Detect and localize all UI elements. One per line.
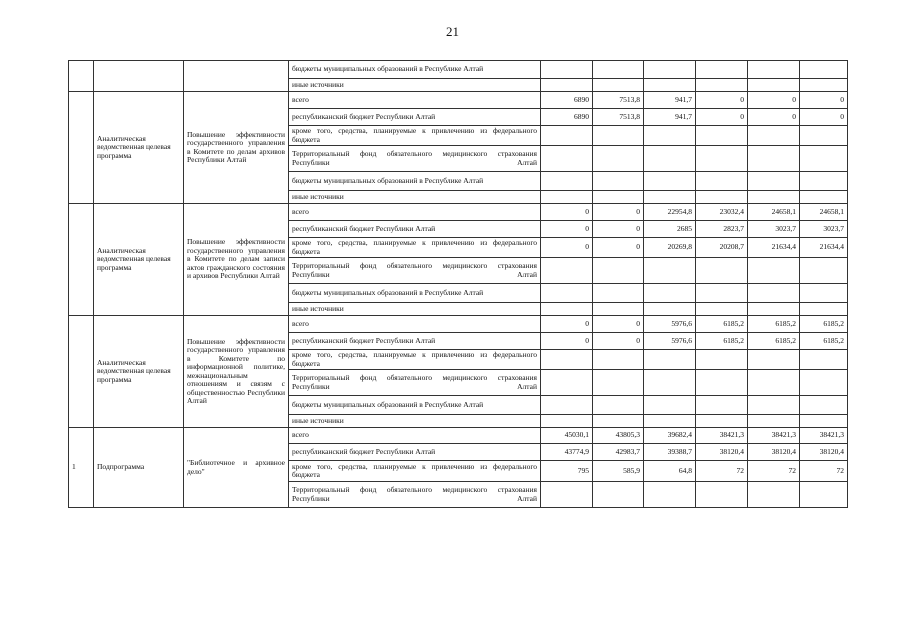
value-cell: 0 [541,316,593,333]
value-cell: 0 [593,238,644,258]
value-cell [593,350,644,370]
funding-source-cell: всего [289,204,541,221]
value-cell: 21634,4 [748,238,800,258]
value-cell: 0 [593,316,644,333]
value-cell [593,303,644,316]
funding-source-cell: кроме того, средства, планируемые к привлечению из федерального бюджета [289,238,541,258]
value-cell [748,79,800,92]
value-cell [800,350,848,370]
funding-source-cell: Территориальный фонд обязательного медицинского страхования Республики Алтай [289,146,541,172]
value-cell [748,350,800,370]
funding-source-cell: Территориальный фонд обязательного медицинского страхования Республики Алтай [289,370,541,396]
continuation-cell [94,61,184,92]
program-index-cell [69,316,94,428]
value-cell: 21634,4 [800,238,848,258]
value-cell [644,191,696,204]
funding-source-cell: бюджеты муниципальных образований в Республике Алтай [289,284,541,303]
value-cell [644,415,696,428]
value-cell: 7513,8 [593,109,644,126]
value-cell: 0 [593,204,644,221]
program-name-cell: Повышение эффективности государственного управления в Комитете по делам записи актов гражданского состояния и архивов Республики Алтай [184,204,289,316]
program-index-cell [69,204,94,316]
value-cell [541,191,593,204]
value-cell: 2823,7 [696,221,748,238]
value-cell [748,370,800,396]
value-cell [541,79,593,92]
value-cell [800,61,848,79]
funding-source-cell: республиканский бюджет Республики Алтай [289,109,541,126]
value-cell [541,303,593,316]
value-cell [748,61,800,79]
value-cell [593,284,644,303]
value-cell [593,482,644,508]
value-cell [800,396,848,415]
value-cell [541,415,593,428]
value-cell: 6185,2 [800,316,848,333]
value-cell [541,370,593,396]
value-cell [696,61,748,79]
page-number: 21 [446,24,459,39]
value-cell [696,284,748,303]
value-cell: 38120,4 [800,444,848,461]
value-cell [541,482,593,508]
value-cell: 795 [541,461,593,482]
value-cell: 0 [541,333,593,350]
value-cell [696,258,748,284]
value-cell [644,303,696,316]
value-cell [644,396,696,415]
value-cell [748,303,800,316]
value-cell [644,350,696,370]
value-cell [541,258,593,284]
value-cell [593,370,644,396]
funding-source-cell: всего [289,92,541,109]
value-cell: 3023,7 [748,221,800,238]
program-kind-cell: Подпрограмма [94,428,184,508]
value-cell [541,396,593,415]
funding-source-cell: кроме того, средства, планируемые к привлечению из федерального бюджета [289,461,541,482]
value-cell [748,284,800,303]
continuation-cell [69,61,94,92]
funding-source-cell: иные источники [289,415,541,428]
value-cell [593,191,644,204]
value-cell [748,482,800,508]
program-name-cell: "Библиотечное и архивное дело" [184,428,289,508]
value-cell: 2685 [644,221,696,238]
value-cell: 0 [541,238,593,258]
value-cell: 72 [748,461,800,482]
value-cell [800,172,848,191]
value-cell [593,172,644,191]
value-cell: 0 [748,92,800,109]
value-cell [541,350,593,370]
funding-source-cell: Территориальный фонд обязательного медицинского страхования Республики Алтай [289,258,541,284]
table-row [69,61,848,79]
value-cell: 941,7 [644,92,696,109]
value-cell: 72 [696,461,748,482]
value-cell: 7513,8 [593,92,644,109]
value-cell [696,126,748,146]
value-cell [696,191,748,204]
budget-table [68,60,848,508]
value-cell [748,258,800,284]
value-cell [696,350,748,370]
value-cell: 39682,4 [644,428,696,444]
value-cell: 38421,3 [748,428,800,444]
value-cell [696,396,748,415]
value-cell: 20208,7 [696,238,748,258]
value-cell: 38421,3 [800,428,848,444]
value-cell: 0 [541,221,593,238]
value-cell: 0 [696,92,748,109]
value-cell [748,396,800,415]
value-cell [644,258,696,284]
value-cell: 0 [800,92,848,109]
table-row [69,92,848,109]
value-cell [748,172,800,191]
value-cell: 43805,3 [593,428,644,444]
value-cell [593,61,644,79]
value-cell [800,415,848,428]
value-cell [541,284,593,303]
value-cell: 0 [748,109,800,126]
value-cell [593,258,644,284]
value-cell [748,126,800,146]
value-cell [800,79,848,92]
value-cell: 0 [541,204,593,221]
value-cell: 38421,3 [696,428,748,444]
value-cell: 39388,7 [644,444,696,461]
value-cell [644,370,696,396]
funding-source-cell: бюджеты муниципальных образований в Республике Алтай [289,61,541,79]
value-cell [800,191,848,204]
value-cell: 0 [800,109,848,126]
value-cell: 45030,1 [541,428,593,444]
funding-source-cell: всего [289,428,541,444]
value-cell [800,258,848,284]
value-cell [541,126,593,146]
table-row [69,316,848,333]
table-row [69,428,848,444]
funding-source-cell: Территориальный фонд обязательного медицинского страхования Республики Алтай [289,482,541,508]
value-cell: 43774,9 [541,444,593,461]
value-cell: 6890 [541,109,593,126]
funding-source-cell: иные источники [289,79,541,92]
value-cell [800,146,848,172]
value-cell: 22954,8 [644,204,696,221]
funding-source-cell: республиканский бюджет Республики Алтай [289,444,541,461]
value-cell: 6185,2 [696,316,748,333]
program-name-cell: Повышение эффективности государственного управления в Комитете по делам архивов Республики Алтай [184,92,289,204]
funding-source-cell: кроме того, средства, планируемые к привлечению из федерального бюджета [289,126,541,146]
value-cell [696,415,748,428]
value-cell [696,79,748,92]
value-cell [644,284,696,303]
value-cell: 64,8 [644,461,696,482]
value-cell [541,146,593,172]
value-cell [800,126,848,146]
value-cell [696,146,748,172]
value-cell: 5976,6 [644,333,696,350]
value-cell: 6890 [541,92,593,109]
value-cell [748,191,800,204]
funding-source-cell: бюджеты муниципальных образований в Республике Алтай [289,396,541,415]
funding-source-cell: республиканский бюджет Республики Алтай [289,333,541,350]
value-cell [800,284,848,303]
table-row [69,204,848,221]
value-cell [696,482,748,508]
value-cell [748,146,800,172]
value-cell: 3023,7 [800,221,848,238]
value-cell: 6185,2 [748,316,800,333]
value-cell: 585,9 [593,461,644,482]
value-cell: 24658,1 [748,204,800,221]
value-cell [696,303,748,316]
funding-source-cell: иные источники [289,303,541,316]
funding-source-cell: республиканский бюджет Республики Алтай [289,221,541,238]
value-cell [593,146,644,172]
value-cell: 941,7 [644,109,696,126]
value-cell [593,415,644,428]
value-cell: 24658,1 [800,204,848,221]
funding-source-cell: иные источники [289,191,541,204]
value-cell: 38120,4 [748,444,800,461]
value-cell: 38120,4 [696,444,748,461]
value-cell [696,370,748,396]
value-cell [644,146,696,172]
value-cell [593,126,644,146]
program-index-cell [69,92,94,204]
program-kind-cell: Аналитическая ведомственная целевая программа [94,204,184,316]
program-kind-cell: Аналитическая ведомственная целевая программа [94,92,184,204]
value-cell: 6185,2 [800,333,848,350]
program-index-cell: 1 [69,428,94,508]
funding-source-cell: кроме того, средства, планируемые к привлечению из федерального бюджета [289,350,541,370]
value-cell: 6185,2 [696,333,748,350]
value-cell [696,172,748,191]
value-cell: 5976,6 [644,316,696,333]
value-cell [541,61,593,79]
value-cell: 72 [800,461,848,482]
program-kind-cell: Аналитическая ведомственная целевая программа [94,316,184,428]
value-cell [593,79,644,92]
funding-source-cell: бюджеты муниципальных образований в Республике Алтай [289,172,541,191]
value-cell [644,126,696,146]
value-cell [800,482,848,508]
continuation-cell [184,61,289,92]
program-name-cell: Повышение эффективности государственного управления в Комитете по информационной политике, межнациональным отношениям и связям с общественностью Республики Алтай [184,316,289,428]
value-cell [800,303,848,316]
value-cell: 6185,2 [748,333,800,350]
value-cell [748,415,800,428]
value-cell [593,396,644,415]
value-cell [644,61,696,79]
value-cell [644,172,696,191]
value-cell: 0 [593,333,644,350]
value-cell: 20269,8 [644,238,696,258]
value-cell [541,172,593,191]
value-cell: 23032,4 [696,204,748,221]
value-cell [644,482,696,508]
value-cell: 0 [593,221,644,238]
value-cell [644,79,696,92]
value-cell: 42983,7 [593,444,644,461]
value-cell [800,370,848,396]
funding-source-cell: всего [289,316,541,333]
value-cell: 0 [696,109,748,126]
